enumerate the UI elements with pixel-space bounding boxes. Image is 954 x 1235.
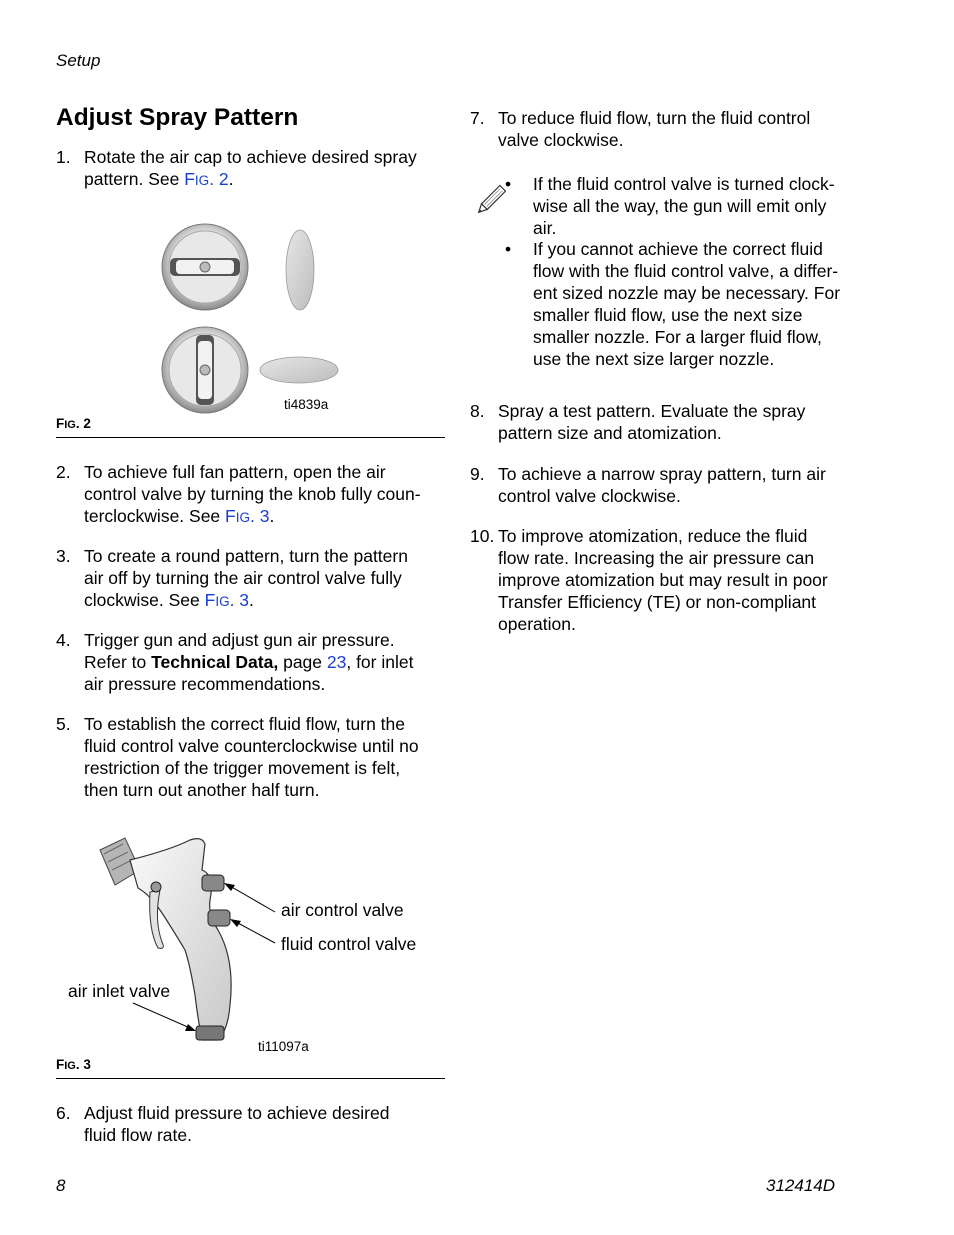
step-text: To achieve full fan pattern, open the air [84,462,386,482]
step-number: 2. [56,462,71,482]
step-text: To establish the correct fluid flow, turn the [84,714,405,734]
fig-3-link[interactable]: FIG. 3 [204,590,250,610]
step-text: air pressure recommendations. [84,674,326,694]
document-number: 312414D [766,1176,836,1195]
note-text: wise all the way, the gun will emit only [533,196,827,216]
step-number: 4. [56,630,71,650]
page-23-link[interactable]: 23 [326,652,347,672]
note-text: smaller nozzle. For a larger fluid flow, [533,327,822,347]
step-text: flow rate. Increasing the air pressure can [498,548,815,568]
fig-3-label: FIG. 3 [56,1057,91,1072]
step-text: control valve by turning the knob fully coun- [84,484,421,504]
note-text: flow with the fluid control valve, a differ- [533,261,839,281]
section-header: Setup [56,51,101,70]
step-number: 10. [470,526,495,546]
fig-2-link[interactable]: FIG. 2 [184,169,229,189]
technical-data-ref: Technical Data, [151,652,279,672]
note-text: If the fluid control valve is turned clock- [533,174,835,194]
fig-3-code: ti11097a [258,1039,309,1054]
callout-fluid-control-valve: fluid control valve [281,934,417,954]
pencil-note-icon [474,183,506,219]
step-text: To create a round pattern, turn the pattern [84,546,408,566]
note-text: ent sized nozzle may be necessary. For [533,283,841,303]
fig-3-link[interactable]: FIG. 3 [225,506,270,526]
step-number: 6. [56,1103,71,1123]
fig-2-label: FIG. 2 [56,416,91,431]
step-text: restriction of the trigger movement is felt, [84,758,401,778]
step-number: 3. [56,546,71,566]
callout-air-inlet-valve: air inlet valve [68,981,171,1001]
note-text: air. [533,218,557,238]
step-text: pattern. See [84,169,185,189]
page-title: Adjust Spray Pattern [56,104,299,131]
step-text: clockwise. See [84,590,205,610]
step-text: improve atomization but may result in poor [498,570,828,590]
step-number: 7. [470,108,485,128]
step-number: 5. [56,714,71,734]
step-text: Trigger gun and adjust gun air pressure. [84,630,395,650]
step-text: To improve atomization, reduce the fluid [498,526,808,546]
fig-3-rule [56,1078,445,1079]
step-text: then turn out another half turn. [84,780,320,800]
note-text: smaller fluid flow, use the next size [533,305,803,325]
fig-3-spray-gun-illustration [90,830,290,1055]
callout-air-control-valve: air control valve [281,900,404,920]
page-number: 8 [56,1176,66,1195]
step-text: terclockwise. See [84,506,226,526]
step-text: air off by turning the air control valve fully [84,568,402,588]
step-text: Rotate the air cap to achieve desired spray [84,147,417,167]
note-text: use the next size larger nozzle. [533,349,775,369]
note-text: If you cannot achieve the correct fluid [533,239,823,259]
step-text: Transfer Efficiency (TE) or non-compliant [498,592,817,612]
step-text: Spray a test pattern. Evaluate the spray [498,401,806,421]
step-text: To achieve a narrow spray pattern, turn air [498,464,826,484]
step-text: Adjust fluid pressure to achieve desired [84,1103,390,1123]
step-text: valve clockwise. [498,130,624,150]
fig-2-rule [56,437,445,438]
fig-2-code: ti4839a [284,397,329,412]
step-text: fluid control valve counterclockwise until no [84,736,419,756]
step-number: 8. [470,401,485,421]
step-number: 1. [56,147,71,167]
step-text: control valve clockwise. [498,486,681,506]
step-text: To reduce fluid flow, turn the fluid control [498,108,811,128]
step-number: 9. [470,464,485,484]
step-text: operation. [498,614,576,634]
fig-2-air-cap-illustration [160,220,340,415]
step-text: fluid flow rate. [84,1125,192,1145]
step-text: pattern size and atomization. [498,423,722,443]
